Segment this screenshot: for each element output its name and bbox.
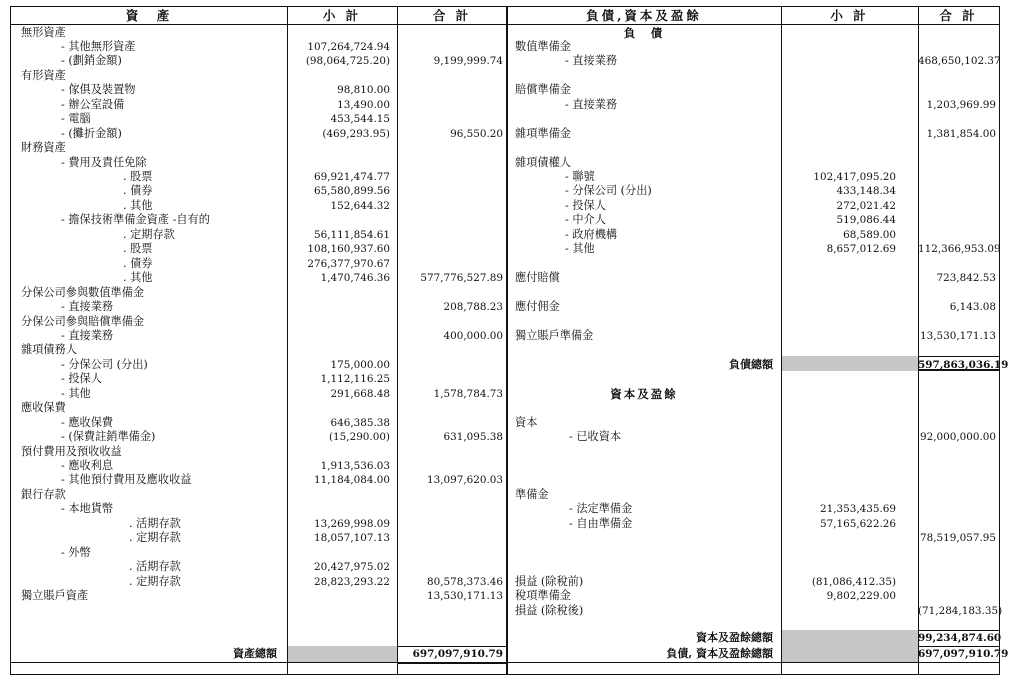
asset-row-label: - 擔保技術準備金資產 -自有的 xyxy=(61,213,210,227)
asset-row-subtotal: 175,000.00 xyxy=(330,358,390,371)
total-assets-value: 697,097,910.79 xyxy=(412,648,503,660)
header-assets: 資 產 xyxy=(125,8,173,23)
liability-row-subtotal: 519,086.44 xyxy=(836,214,896,227)
liability-row-label: 數值準備金 xyxy=(515,39,571,53)
asset-row-label: 雜項債務人 xyxy=(21,343,77,357)
liability-row-subtotal: 21,353,435.69 xyxy=(819,503,896,516)
gray-cell xyxy=(781,356,918,371)
asset-row-subtotal: 13,490.00 xyxy=(337,98,390,111)
asset-row-label: . 股票 xyxy=(123,242,153,256)
liability-row-label: - 直接業務 xyxy=(565,54,618,68)
header-total: 合 計 xyxy=(432,8,472,23)
asset-row-label: - 直接業務 xyxy=(61,328,114,342)
asset-row-subtotal: 276,377,970.67 xyxy=(307,257,390,270)
asset-row-subtotal: 1,112,116.25 xyxy=(320,373,390,386)
liability-row-label: 稅項準備金 xyxy=(515,589,571,603)
asset-row-label: 分保公司參與賠償準備金 xyxy=(21,314,145,328)
asset-row-subtotal: 69,921,474.77 xyxy=(313,171,390,183)
asset-row-label: . 其他 xyxy=(123,271,153,285)
gray-cell xyxy=(781,630,918,662)
asset-row-label: - (保費註銷準備金) xyxy=(61,430,156,444)
liability-row-subtotal: 8,657,012.69 xyxy=(826,243,896,256)
liability-row-total: 1,381,854.00 xyxy=(926,127,996,140)
liability-row-subtotal: 272,021.42 xyxy=(836,199,896,212)
liability-row-label: - 中介人 xyxy=(565,213,606,227)
liability-row-total: 13,530,171.13 xyxy=(919,329,996,342)
asset-row-label: - 其他預付費用及應收收益 xyxy=(61,473,192,487)
asset-row-label: - (劃銷金額) xyxy=(61,54,122,68)
liability-row-label: - 聯號 xyxy=(565,170,595,183)
balance-sheet xyxy=(10,6,1009,675)
liability-row-label: - 直接業務 xyxy=(565,97,618,111)
liability-row-label: - 政府機構 xyxy=(565,227,618,241)
header-rule xyxy=(11,24,999,25)
asset-row-label: - 分保公司 (分出) xyxy=(61,357,148,371)
liability-row-label: - 其他 xyxy=(565,242,595,256)
liabilities-total-value: 597,863,036.19 xyxy=(918,358,1009,371)
liability-row-total: 6,143.08 xyxy=(949,301,996,314)
asset-row-subtotal: 108,160,937.60 xyxy=(307,243,390,256)
asset-row-label: - 本地貨幣 xyxy=(61,502,114,516)
asset-row-subtotal: (98,064,725.20) xyxy=(305,55,390,68)
liability-row-subtotal: 433,148.34 xyxy=(836,185,896,198)
total-assets-label: 資產總額 xyxy=(233,647,277,660)
liability-row-subtotal: 102,417,095.20 xyxy=(813,171,896,183)
asset-row-subtotal: 1,913,536.03 xyxy=(320,460,390,472)
asset-row-subtotal: 65,580,899.56 xyxy=(313,185,390,198)
asset-row-subtotal: 28,823,293.22 xyxy=(313,575,390,588)
gray-cell xyxy=(287,646,397,662)
asset-row-label: . 債券 xyxy=(123,256,153,270)
asset-row-total: 13,097,620.03 xyxy=(426,474,503,487)
asset-row-label: . 活期存款 xyxy=(129,560,181,574)
liability-row-label: - 已收資本 xyxy=(569,430,622,444)
liability-row-total: 112,366,953.09 xyxy=(918,243,1001,256)
liability-row-label: 雜項準備金 xyxy=(515,126,571,140)
asset-row-label: . 債券 xyxy=(123,184,153,198)
asset-row-total: 208,788.23 xyxy=(443,301,503,314)
section-heading: 負 債 xyxy=(623,25,665,40)
asset-row-subtotal: 98,810.00 xyxy=(337,84,390,97)
asset-row-total: 577,776,527.89 xyxy=(420,272,503,285)
asset-row-subtotal: 11,184,084.00 xyxy=(313,474,390,487)
asset-row-subtotal: 13,269,998.09 xyxy=(313,517,390,530)
asset-row-label: - 應收利息 xyxy=(61,459,114,472)
liability-row-label: 資本 xyxy=(515,415,538,429)
liability-row-subtotal: (81,086,412.35) xyxy=(811,575,896,588)
asset-row-label: . 定期存款 xyxy=(129,574,181,588)
asset-row-label: 有形資產 xyxy=(21,68,66,82)
asset-row-subtotal: 152,644.32 xyxy=(330,199,390,212)
asset-row-total: 13,530,171.13 xyxy=(426,590,503,603)
grand-total-label: 負債, 資本及盈餘總額 xyxy=(666,647,773,660)
liability-row-label: 賠償準備金 xyxy=(515,83,571,97)
asset-row-label: 獨立賬戶資產 xyxy=(21,589,89,603)
capital-surplus-total-label: 資本及盈餘總額 xyxy=(696,631,773,644)
col-divider xyxy=(506,7,508,674)
asset-row-subtotal: 56,111,854.61 xyxy=(313,228,390,241)
liability-row-total: 723,842.53 xyxy=(936,272,996,285)
liability-row-label: 雜項債權人 xyxy=(515,155,571,169)
asset-row-subtotal: 18,057,107.13 xyxy=(313,532,390,545)
header-total-right: 合 計 xyxy=(939,8,978,23)
asset-row-subtotal: 20,427,975.02 xyxy=(313,561,390,574)
grand-total-value: 697,097,910.79 xyxy=(918,648,1009,660)
liability-row-label: 損益 (除稅前) xyxy=(515,574,584,588)
asset-row-subtotal: 646,385.38 xyxy=(330,416,390,429)
liabilities-total-label: 負債總額 xyxy=(729,357,773,371)
asset-row-label: . 活期存款 xyxy=(129,516,181,530)
asset-row-label: - 傢俱及裝置物 xyxy=(61,83,136,97)
total-rule xyxy=(918,356,999,357)
asset-row-label: 銀行存款 xyxy=(21,487,66,501)
total-rule xyxy=(397,662,507,664)
asset-row-label: - 其他 xyxy=(61,386,91,400)
liability-row-label: - 投保人 xyxy=(565,198,606,212)
capital-surplus-total-value: 99,234,874.60 xyxy=(918,632,1002,644)
asset-row-label: - (攤折金額) xyxy=(61,126,122,140)
liability-row-label: 準備金 xyxy=(515,487,549,501)
asset-row-label: - 應收保費 xyxy=(61,415,114,429)
asset-row-label: - 直接業務 xyxy=(61,300,114,314)
liability-row-total: 1,203,969.99 xyxy=(926,98,996,111)
liability-row-subtotal: 68,589.00 xyxy=(843,228,896,241)
asset-row-label: 財務資產 xyxy=(21,141,66,155)
liability-row-label: 應付賠償 xyxy=(515,271,560,285)
asset-row-total: 96,550.20 xyxy=(450,127,503,140)
asset-row-label: 分保公司參與數值準備金 xyxy=(21,285,145,299)
asset-row-label: 無形資產 xyxy=(21,25,66,39)
asset-row-subtotal: 1,470,746.36 xyxy=(320,272,390,285)
asset-row-label: . 定期存款 xyxy=(123,227,175,241)
asset-row-label: . 其他 xyxy=(123,198,153,212)
liability-row-label: - 自由準備金 xyxy=(569,516,633,530)
asset-row-label: 應收保費 xyxy=(21,401,66,415)
liability-row-label: 應付佣金 xyxy=(515,300,560,314)
liability-row-total: 78,519,057.95 xyxy=(919,532,996,545)
asset-row-total: 1,578,784.73 xyxy=(433,387,503,400)
asset-row-label: - 電腦 xyxy=(61,112,91,126)
asset-row-total: 9,199,999.74 xyxy=(433,55,503,68)
liability-row-total: 468,650,102.37 xyxy=(918,55,1001,68)
liability-row-label: 損益 (除稅後) xyxy=(515,603,584,617)
liability-row-label: - 分保公司 (分出) xyxy=(565,184,652,198)
liability-row-subtotal: 57,165,622.26 xyxy=(819,517,896,530)
asset-row-label: - 辦公室設備 xyxy=(61,97,125,111)
asset-row-label: - 外幣 xyxy=(61,545,91,559)
liability-row-total: 92,000,000.00 xyxy=(919,431,996,444)
header-subtotal: 小 計 xyxy=(322,8,362,23)
liability-row-subtotal: 9,802,229.00 xyxy=(826,590,896,603)
asset-row-subtotal: 107,264,724.94 xyxy=(307,40,390,53)
header-subtotal-right: 小 計 xyxy=(830,8,869,23)
asset-row-label: 預付費用及預收收益 xyxy=(21,444,122,458)
asset-row-subtotal: (15,290.00) xyxy=(329,431,390,444)
section-heading: 資本及盈餘 xyxy=(610,386,678,401)
asset-row-label: - 其他無形資產 xyxy=(61,39,136,53)
liability-row-total: (71,284,183.35) xyxy=(918,604,1003,617)
asset-row-total: 80,578,373.46 xyxy=(426,575,503,588)
asset-row-label: - 費用及責任免除 xyxy=(61,155,147,169)
asset-row-subtotal: 453,544.15 xyxy=(330,113,390,126)
asset-row-label: . 定期存款 xyxy=(129,531,181,545)
asset-row-total: 631,095.38 xyxy=(443,431,503,444)
asset-row-subtotal: 291,668.48 xyxy=(330,387,390,400)
liability-row-label: - 法定準備金 xyxy=(569,502,633,516)
liability-row-label: 獨立賬戶準備金 xyxy=(515,328,594,342)
asset-row-subtotal: (469,293.95) xyxy=(322,127,390,140)
asset-row-label: - 投保人 xyxy=(61,372,102,386)
asset-row-total: 400,000.00 xyxy=(443,329,503,342)
header-liabilities: 負債,資本及盈餘 xyxy=(586,8,702,23)
asset-row-label: . 股票 xyxy=(123,170,153,183)
